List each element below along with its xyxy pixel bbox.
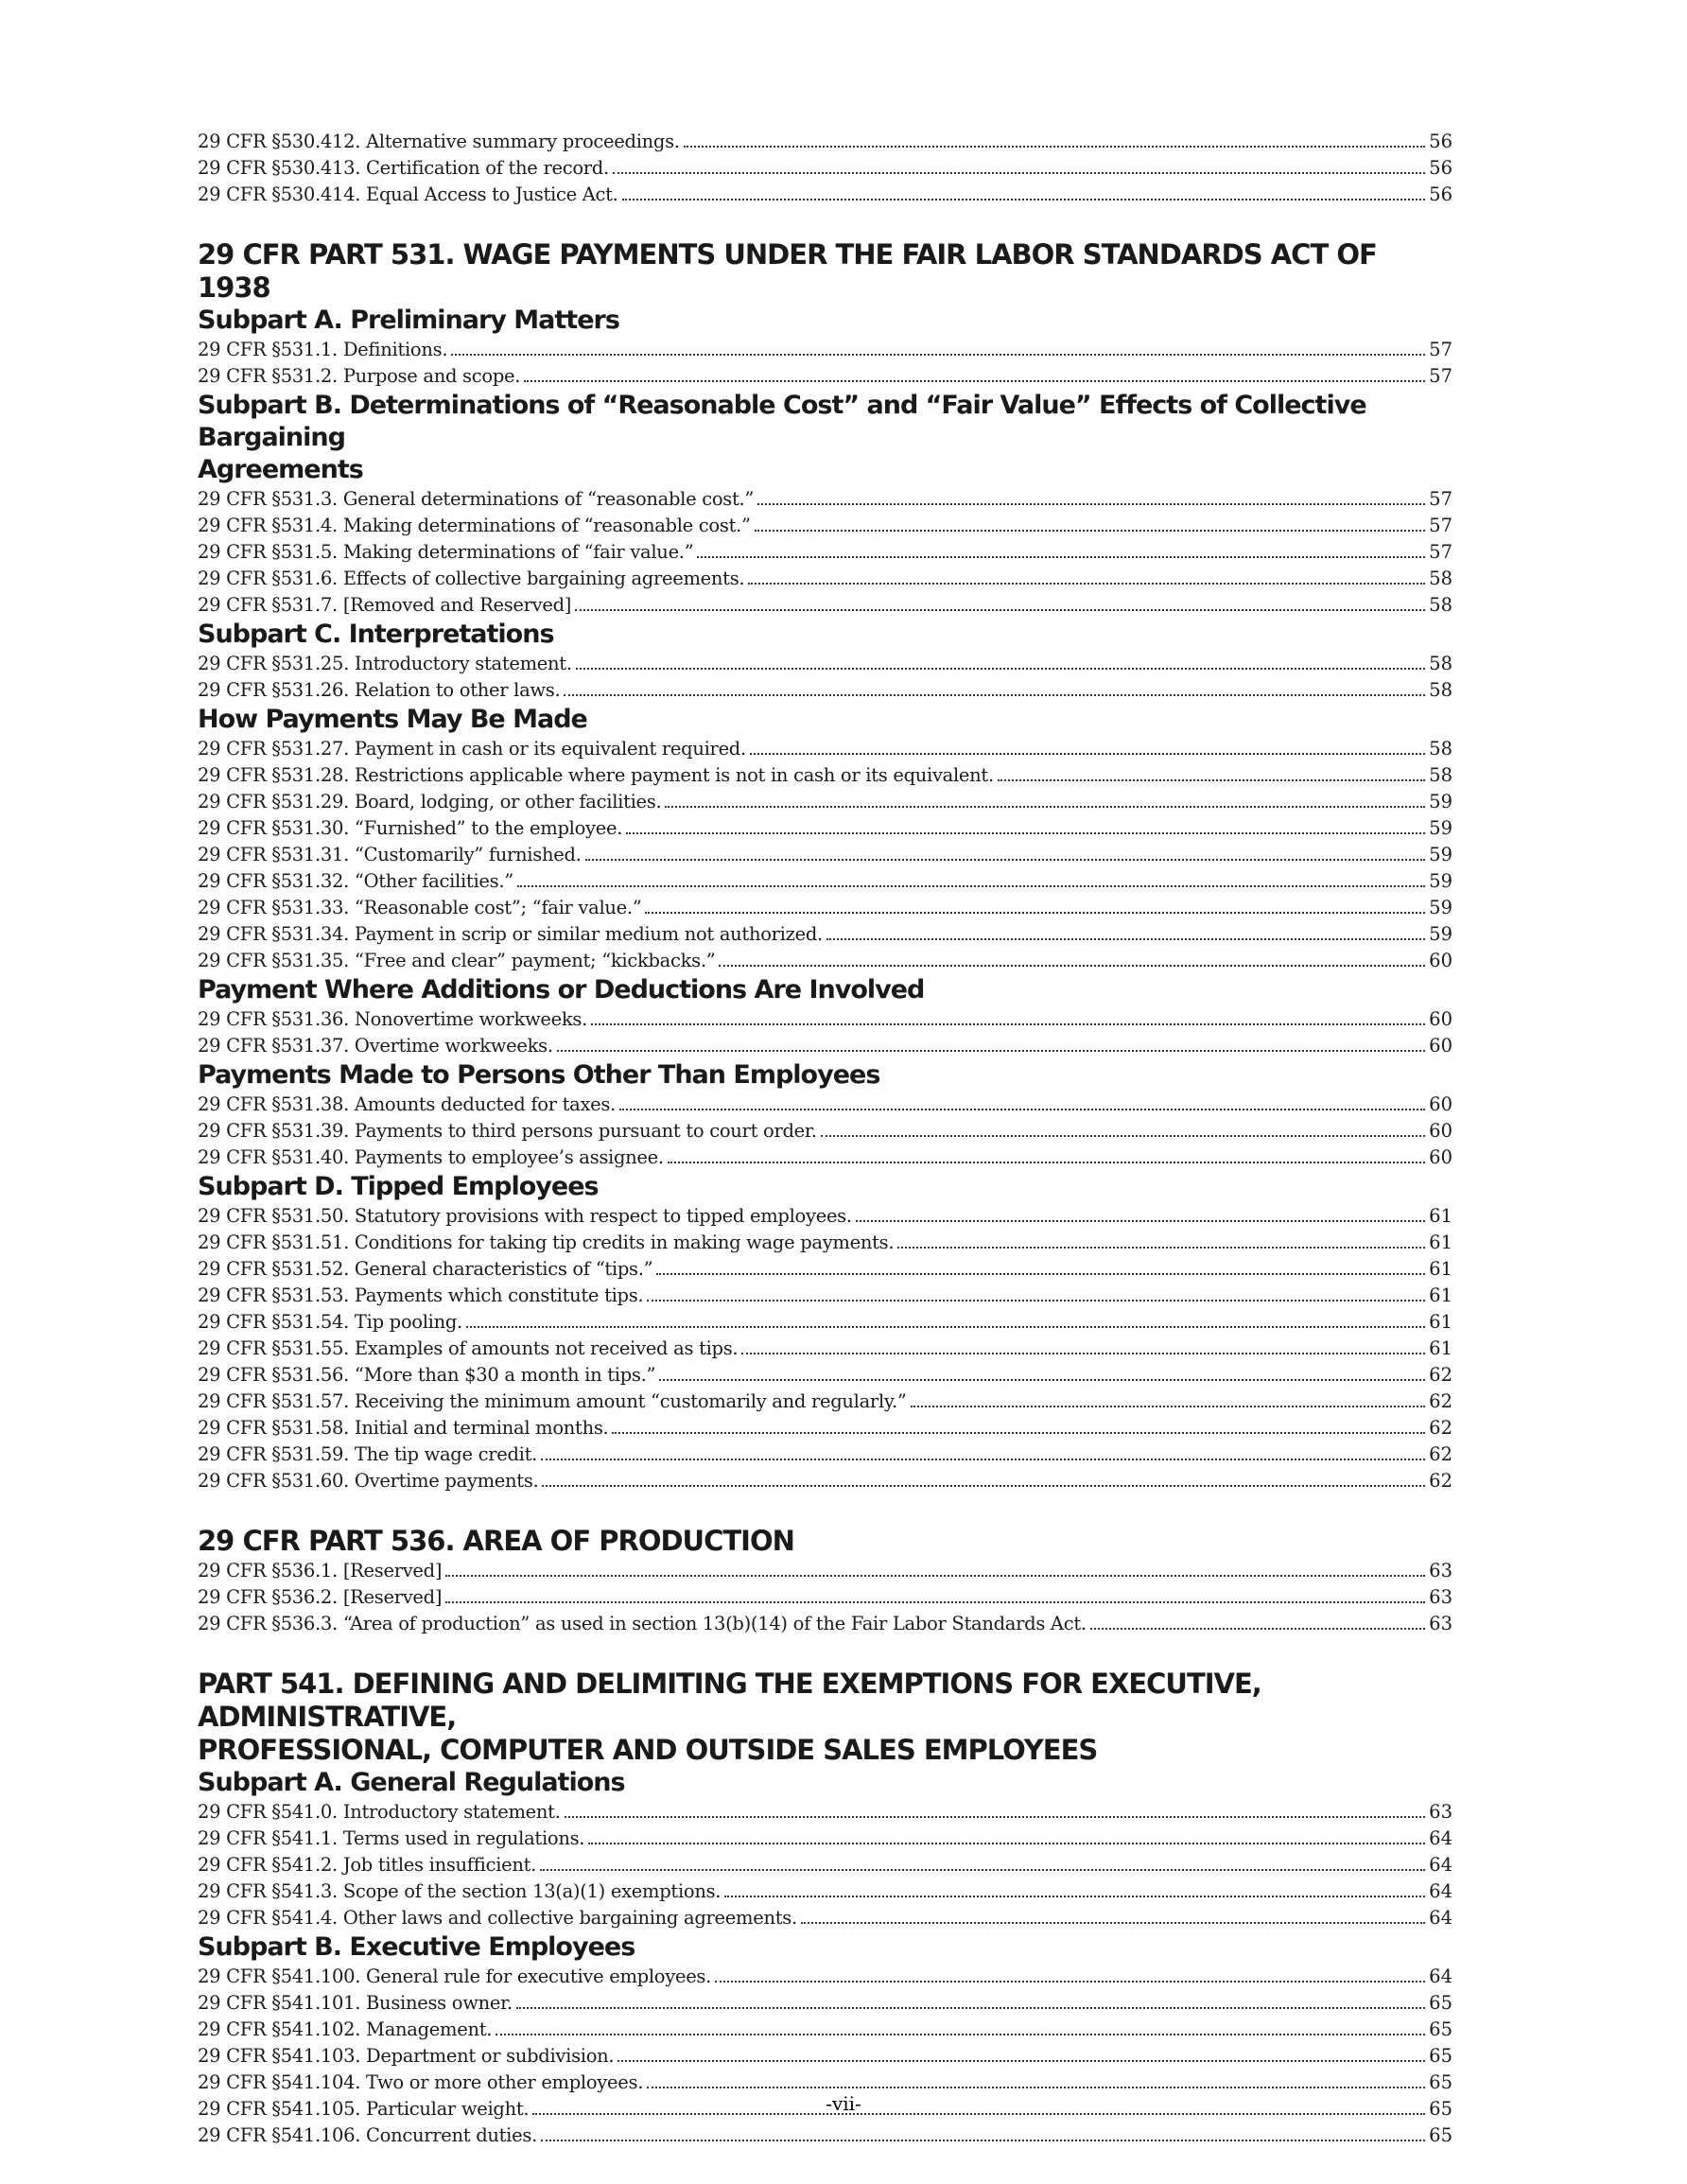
- dot-leader: [517, 885, 1425, 887]
- toc-entry[interactable]: [198, 592, 1452, 619]
- toc-entry-label: 29 CFR §531.29. Board, lodging, or other facilities.: [198, 791, 662, 812]
- toc-entry-label: 29 CFR §541.100. General rule for executive employees.: [198, 1966, 712, 1987]
- part-heading: PART 541. DEFINING AND DELIMITING THE EXEMPTIONS FOR EXECUTIVE, ADMINISTRATIVE,: [198, 1668, 1261, 1733]
- toc-entry-label: 29 CFR §531.34. Payment in scrip or similar medium not authorized.: [198, 923, 823, 945]
- toc-entry-page: 60: [1429, 1120, 1452, 1142]
- toc-entry[interactable]: [198, 948, 1452, 974]
- toc-entry[interactable]: [198, 155, 1452, 182]
- dot-leader: [750, 753, 1425, 755]
- toc-entry[interactable]: [198, 2043, 1452, 2070]
- toc-entry-page: 61: [1429, 1284, 1452, 1306]
- toc-entry-label: 29 CFR §531.56. “More than $30 a month in tips.”: [198, 1364, 656, 1386]
- toc-entry-page: 62: [1429, 1364, 1452, 1386]
- toc-entry-page: 58: [1429, 738, 1452, 760]
- dot-leader: [821, 1135, 1426, 1137]
- toc-entry-page: 57: [1429, 488, 1452, 510]
- toc-entry-label: 29 CFR §531.52. General characteristics of “tips.”: [198, 1258, 653, 1280]
- dot-leader: [564, 694, 1425, 696]
- toc-entry-label: 29 CFR §531.54. Tip pooling.: [198, 1311, 462, 1333]
- toc-entry[interactable]: [198, 1441, 1452, 1468]
- toc-entry-label: 29 CFR §530.413. Certification of the record.: [198, 157, 609, 179]
- dot-leader: [668, 1162, 1425, 1163]
- toc-entry-page: 63: [1429, 1613, 1452, 1634]
- toc-entry[interactable]: [198, 337, 1452, 363]
- toc-entry-label: 29 CFR §531.2. Purpose and scope.: [198, 365, 521, 387]
- toc-entry-page: 61: [1429, 1311, 1452, 1333]
- toc-entry[interactable]: [198, 1389, 1452, 1415]
- toc-entry[interactable]: [198, 1415, 1452, 1441]
- toc-entry[interactable]: [198, 1309, 1452, 1336]
- toc-entry-page: 59: [1429, 897, 1452, 918]
- toc-entry-label: 29 CFR §531.37. Overtime workweeks.: [198, 1035, 553, 1057]
- dot-leader: [684, 146, 1425, 148]
- toc-entry-page: 63: [1429, 1586, 1452, 1608]
- toc-entry[interactable]: [198, 1092, 1452, 1118]
- toc-entry-label: 29 CFR §541.104. Two or more other employees.: [198, 2071, 644, 2093]
- toc-entry[interactable]: [198, 1336, 1452, 1362]
- toc-entry-page: 62: [1429, 1417, 1452, 1439]
- toc-entry-label: 29 CFR §531.36. Nonovertime workweeks.: [198, 1008, 587, 1030]
- toc-entry-label: 29 CFR §541.4. Other laws and collective bargaining agreements.: [198, 1907, 797, 1929]
- toc-entry-page: 62: [1429, 1470, 1452, 1492]
- dot-leader: [697, 556, 1425, 558]
- toc-entry-page: 60: [1429, 1146, 1452, 1168]
- toc-entry-label: 29 CFR §541.0. Introductory statement.: [198, 1801, 561, 1823]
- dot-leader: [647, 2087, 1425, 2088]
- toc-entry-page: 61: [1429, 1337, 1452, 1359]
- toc-entry-label: 29 CFR §531.39. Payments to third persons pursuant to court order.: [198, 1120, 817, 1142]
- toc-entry-page: 58: [1429, 764, 1452, 786]
- dot-leader: [542, 1485, 1425, 1487]
- toc-entry-label: 29 CFR §531.5. Making determinations of “fair value.”: [198, 541, 694, 563]
- toc-entry-label: 29 CFR §541.2. Job titles insufficient.: [198, 1854, 537, 1876]
- toc-entry[interactable]: [198, 1468, 1452, 1494]
- toc-entry[interactable]: [198, 566, 1452, 592]
- toc-entry[interactable]: [198, 1203, 1452, 1230]
- subpart-heading: Payment Where Additions or Deductions Are Involved: [198, 975, 925, 1005]
- toc-entry[interactable]: [198, 1558, 1452, 1584]
- toc-entry-label: 29 CFR §530.414. Equal Access to Justice Act.: [198, 183, 618, 205]
- table-of-contents: [198, 129, 1452, 2149]
- dot-leader: [516, 2007, 1425, 2009]
- dot-leader: [588, 1843, 1425, 1844]
- toc-entry-page: 57: [1429, 365, 1452, 387]
- toc-entry-label: 29 CFR §531.57. Receiving the minimum amount “customarily and regularly.”: [198, 1390, 907, 1412]
- toc-entry-page: 58: [1429, 653, 1452, 674]
- dot-leader: [540, 1869, 1425, 1871]
- toc-entry[interactable]: [198, 363, 1452, 390]
- toc-entry[interactable]: [198, 1144, 1452, 1171]
- toc-entry-label: 29 CFR §531.40. Payments to employee’s assignee.: [198, 1146, 664, 1168]
- subpart-heading: Subpart D. Tipped Employees: [198, 1172, 599, 1201]
- dot-leader: [451, 354, 1425, 356]
- dot-leader: [496, 2034, 1425, 2035]
- dot-leader: [445, 1601, 1425, 1603]
- toc-entry[interactable]: [198, 1256, 1452, 1283]
- toc-entry-page: 57: [1429, 339, 1452, 360]
- toc-entry[interactable]: [198, 677, 1452, 704]
- dot-leader: [565, 1816, 1426, 1818]
- subpart-heading: Subpart B. Determinations of “Reasonable Cost” and “Fair Value” Effects of Collective Bargaining: [198, 391, 1366, 452]
- toc-entry[interactable]: [198, 815, 1452, 842]
- toc-entry[interactable]: [198, 1990, 1452, 2017]
- toc-entry-label: 29 CFR §531.1. Definitions.: [198, 339, 448, 360]
- toc-entry-label: 29 CFR §531.28. Restrictions applicable where payment is not in cash or its equivalent.: [198, 764, 994, 786]
- toc-entry[interactable]: [198, 921, 1452, 948]
- toc-entry-page: 64: [1429, 1966, 1452, 1987]
- subpart-heading: How Payments May Be Made: [198, 705, 587, 734]
- toc-entry-page: 61: [1429, 1232, 1452, 1253]
- dot-leader: [647, 1300, 1425, 1302]
- dot-leader: [466, 1326, 1425, 1328]
- toc-entry-page: 63: [1429, 1801, 1452, 1823]
- dot-leader: [626, 832, 1425, 834]
- toc-entry-label: 29 CFR §541.103. Department or subdivision.: [198, 2045, 615, 2067]
- toc-entry[interactable]: [198, 129, 1452, 155]
- toc-entry[interactable]: [198, 1905, 1452, 1931]
- toc-entry-page: 56: [1429, 183, 1452, 205]
- toc-entry[interactable]: [198, 842, 1452, 868]
- toc-entry-page: 65: [1429, 2124, 1452, 2146]
- subpart-heading: Subpart C. Interpretations: [198, 620, 554, 649]
- toc-entry[interactable]: [198, 868, 1452, 895]
- toc-entry-label: 29 CFR §531.3. General determinations of “reasonable cost.”: [198, 488, 755, 510]
- dot-leader: [656, 1273, 1425, 1275]
- toc-entry[interactable]: [198, 1118, 1452, 1144]
- subpart-heading: Subpart B. Executive Employees: [198, 1932, 635, 1962]
- toc-entry-page: 59: [1429, 817, 1452, 839]
- toc-entry-label: 29 CFR §531.58. Initial and terminal months.: [198, 1417, 609, 1439]
- toc-entry-page: 62: [1429, 1443, 1452, 1465]
- toc-entry-label: 29 CFR §541.3. Scope of the section 13(a)(1) exemptions.: [198, 1880, 722, 1902]
- toc-entry-page: 60: [1429, 1093, 1452, 1115]
- dot-leader: [585, 859, 1426, 861]
- toc-entry-page: 60: [1429, 1008, 1452, 1030]
- section-spacer: [198, 208, 1452, 238]
- toc-entry-label: 29 CFR §531.35. “Free and clear” payment; “kickbacks.”: [198, 950, 716, 971]
- toc-entry[interactable]: [198, 486, 1452, 513]
- dot-leader: [715, 1981, 1425, 1983]
- toc-entry-page: 65: [1429, 2018, 1452, 2040]
- dot-leader: [755, 530, 1425, 532]
- toc-entry-page: 64: [1429, 1827, 1452, 1849]
- toc-entry[interactable]: [198, 1878, 1452, 1905]
- toc-entry-page: 64: [1429, 1907, 1452, 1929]
- toc-entry-label: 29 CFR §531.27. Payment in cash or its equivalent required.: [198, 738, 746, 760]
- toc-entry[interactable]: [198, 1584, 1452, 1611]
- part-heading: 29 CFR PART 536. AREA OF PRODUCTION: [198, 1525, 794, 1557]
- dot-leader: [801, 1922, 1425, 1924]
- dot-leader: [911, 1406, 1426, 1407]
- toc-entry-page: 59: [1429, 844, 1452, 865]
- toc-entry[interactable]: [198, 1230, 1452, 1256]
- dot-leader: [826, 938, 1425, 940]
- toc-entry-page: 59: [1429, 791, 1452, 812]
- toc-entry-page: 61: [1429, 1205, 1452, 1227]
- dot-leader: [619, 1109, 1425, 1110]
- toc-entry-label: 29 CFR §531.53. Payments which constitute tips.: [198, 1284, 644, 1306]
- toc-entry-label: 29 CFR §541.102. Management.: [198, 2018, 493, 2040]
- toc-entry-label: 29 CFR §541.106. Concurrent duties.: [198, 2124, 537, 2146]
- toc-entry[interactable]: [198, 1362, 1452, 1389]
- toc-entry-page: 60: [1429, 1035, 1452, 1057]
- toc-entry-page: 61: [1429, 1258, 1452, 1280]
- toc-entry-page: 59: [1429, 870, 1452, 892]
- dot-leader: [576, 668, 1425, 670]
- dot-leader: [897, 1247, 1425, 1249]
- dot-leader: [612, 1432, 1425, 1434]
- toc-entry-label: 29 CFR §531.32. “Other facilities.”: [198, 870, 513, 892]
- dot-leader: [665, 806, 1425, 808]
- subpart-heading: Agreements: [198, 455, 363, 484]
- dot-leader: [541, 1459, 1425, 1460]
- toc-entry-page: 56: [1429, 157, 1452, 179]
- section-spacer: [198, 1637, 1452, 1668]
- toc-entry-page: 64: [1429, 1854, 1452, 1876]
- toc-entry-label: 29 CFR §531.25. Introductory statement.: [198, 653, 572, 674]
- dot-leader: [613, 172, 1425, 174]
- dot-leader: [724, 1896, 1425, 1897]
- toc-entry[interactable]: [198, 1826, 1452, 1852]
- toc-entry-page: 65: [1429, 2071, 1452, 2093]
- toc-entry[interactable]: [198, 1033, 1452, 1059]
- part-heading: 29 CFR PART 531. WAGE PAYMENTS UNDER THE FAIR LABOR STANDARDS ACT OF 1938: [198, 238, 1377, 304]
- toc-entry-label: 29 CFR §531.55. Examples of amounts not received as tips.: [198, 1337, 739, 1359]
- toc-entry-label: 29 CFR §531.6. Effects of collective bargaining agreements.: [198, 568, 745, 589]
- toc-entry-page: 58: [1429, 594, 1452, 616]
- toc-entry-page: 63: [1429, 1560, 1452, 1581]
- toc-entry-label: 29 CFR §531.26. Relation to other laws.: [198, 679, 561, 701]
- toc-entry-page: 58: [1429, 568, 1452, 589]
- toc-entry-label: 29 CFR §531.38. Amounts deducted for taxes.: [198, 1093, 617, 1115]
- toc-entry-page: 65: [1429, 2045, 1452, 2067]
- toc-entry[interactable]: [198, 182, 1452, 208]
- toc-entry-label: 29 CFR §531.60. Overtime payments.: [198, 1470, 539, 1492]
- subpart-heading: Payments Made to Persons Other Than Employees: [198, 1060, 880, 1090]
- page-number: -vii-: [826, 2092, 861, 2115]
- toc-entry[interactable]: [198, 1006, 1452, 1033]
- section-spacer: [198, 1494, 1452, 1525]
- dot-leader: [719, 965, 1425, 967]
- dot-leader: [622, 199, 1426, 201]
- toc-entry[interactable]: [198, 2017, 1452, 2043]
- toc-entry-page: 65: [1429, 1992, 1452, 2014]
- dot-leader: [591, 1023, 1425, 1025]
- toc-entry-label: 29 CFR §531.4. Making determinations of “reasonable cost.”: [198, 515, 751, 536]
- dot-leader: [445, 1575, 1425, 1577]
- toc-entry[interactable]: [198, 1611, 1452, 1637]
- dot-leader: [524, 380, 1425, 382]
- toc-entry[interactable]: [198, 1799, 1452, 1826]
- toc-entry[interactable]: [198, 895, 1452, 921]
- toc-entry[interactable]: [198, 789, 1452, 815]
- toc-entry[interactable]: [198, 539, 1452, 566]
- dot-leader: [998, 779, 1425, 781]
- toc-entry[interactable]: [198, 1283, 1452, 1309]
- toc-entry-label: 29 CFR §531.7. [Removed and Reserved]: [198, 594, 572, 616]
- toc-entry-page: 64: [1429, 1880, 1452, 1902]
- dot-leader: [575, 609, 1425, 611]
- dot-leader: [645, 912, 1425, 914]
- toc-entry[interactable]: [198, 762, 1452, 789]
- toc-entry[interactable]: [198, 1852, 1452, 1878]
- toc-entry-label: 29 CFR §531.51. Conditions for taking tip credits in making wage payments.: [198, 1232, 895, 1253]
- dot-leader: [741, 1353, 1425, 1354]
- toc-entry-label: 29 CFR §541.101. Business owner.: [198, 1992, 513, 2014]
- toc-entry-label: 29 CFR §536.1. [Reserved]: [198, 1560, 443, 1581]
- toc-entry[interactable]: [198, 1964, 1452, 1990]
- toc-entry[interactable]: [198, 651, 1452, 677]
- toc-entry-label: 29 CFR §541.1. Terms used in regulations.: [198, 1827, 585, 1849]
- toc-entry-page: 57: [1429, 541, 1452, 563]
- toc-entry-label: 29 CFR §541.105. Particular weight.: [198, 2098, 530, 2120]
- toc-entry-label: 29 CFR §531.50. Statutory provisions with respect to tipped employees.: [198, 1205, 852, 1227]
- dot-leader: [757, 503, 1425, 505]
- toc-entry-label: 29 CFR §531.33. “Reasonable cost”; “fair value.”: [198, 897, 642, 918]
- toc-entry-page: 58: [1429, 679, 1452, 701]
- toc-entry[interactable]: [198, 513, 1452, 539]
- dot-leader: [659, 1379, 1425, 1381]
- subpart-heading: Subpart A. Preliminary Matters: [198, 306, 619, 335]
- toc-entry-label: 29 CFR §531.59. The tip wage credit.: [198, 1443, 538, 1465]
- toc-entry[interactable]: [198, 736, 1452, 762]
- toc-entry-page: 62: [1429, 1390, 1452, 1412]
- dot-leader: [1090, 1628, 1425, 1630]
- toc-entry-label: 29 CFR §530.412. Alternative summary proceedings.: [198, 131, 680, 152]
- subpart-heading: Subpart A. General Regulations: [198, 1768, 625, 1797]
- toc-entry-page: 59: [1429, 923, 1452, 945]
- toc-entry-label: 29 CFR §531.31. “Customarily” furnished.: [198, 844, 582, 865]
- part-heading: PROFESSIONAL, COMPUTER AND OUTSIDE SALES EMPLOYEES: [198, 1734, 1098, 1766]
- toc-entry-page: 65: [1429, 2098, 1452, 2120]
- toc-entry-label: 29 CFR §536.2. [Reserved]: [198, 1586, 443, 1608]
- toc-entry-page: 57: [1429, 515, 1452, 536]
- toc-entry-page: 60: [1429, 950, 1452, 971]
- toc-entry-label: 29 CFR §531.30. “Furnished” to the employee.: [198, 817, 623, 839]
- dot-leader: [748, 583, 1425, 585]
- dot-leader: [617, 2060, 1425, 2062]
- dot-leader: [856, 1220, 1425, 1222]
- dot-leader: [557, 1050, 1425, 1052]
- dot-leader: [541, 2140, 1425, 2141]
- toc-entry-page: 56: [1429, 131, 1452, 152]
- toc-entry-label: 29 CFR §536.3. “Area of production” as used in section 13(b)(14) of the Fair Labor Standards Act.: [198, 1613, 1087, 1634]
- toc-entry[interactable]: [198, 2123, 1452, 2149]
